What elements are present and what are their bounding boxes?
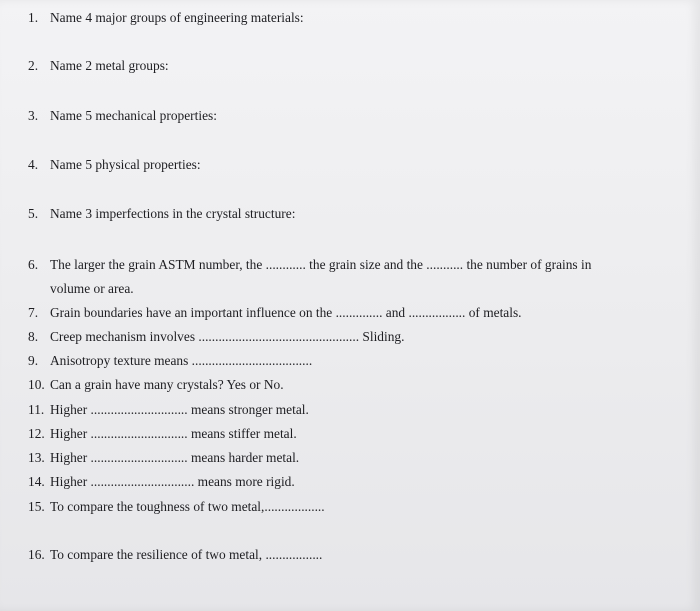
question-text: Name 3 imperfections in the crystal structure: [50, 206, 296, 221]
question-text: Grain boundaries have an important influence on the .............. and ................. of metals. [50, 305, 522, 320]
question-number: 5. [28, 206, 39, 221]
question-text: To compare the toughness of two metal,.................. [50, 499, 325, 514]
question-8 [28, 329, 404, 345]
question-text: Higher ............................. means stiffer metal. [50, 426, 297, 441]
question-number: 7. [28, 305, 39, 320]
question-number: 10. [28, 377, 45, 392]
question-3 [28, 108, 217, 124]
question-number: 1. [28, 10, 39, 25]
question-text: Creep mechanism involves ................................................ Sliding. [50, 329, 405, 344]
question-7 [28, 305, 522, 321]
question-text: The larger the grain ASTM number, the ............ the grain size and the ........... the number of grains in [50, 257, 592, 272]
question-6-continuation [50, 281, 134, 297]
question-text: To compare the resilience of two metal, ................. [50, 547, 323, 562]
question-text: Name 5 physical properties: [50, 157, 201, 172]
question-15 [28, 499, 325, 515]
question-number: 8. [28, 329, 39, 344]
question-text: Higher ............................. means harder metal. [50, 450, 300, 465]
question-number: 3. [28, 108, 39, 123]
question-1 [28, 10, 304, 26]
question-13 [28, 450, 299, 466]
question-10 [28, 377, 284, 393]
question-4 [28, 157, 201, 173]
question-text: Name 4 major groups of engineering materials: [50, 10, 304, 25]
question-text: Higher ............................. means stronger metal. [50, 402, 309, 417]
question-text: Anisotropy texture means .................................... [50, 353, 313, 368]
question-number: 12. [28, 426, 45, 441]
question-number: 9. [28, 353, 39, 368]
question-text: Higher ............................... means more rigid. [50, 474, 295, 489]
question-16 [28, 547, 322, 563]
question-14 [28, 474, 295, 490]
question-5 [28, 206, 295, 222]
question-number: 13. [28, 450, 45, 465]
question-2 [28, 58, 169, 74]
question-text-continuation: volume or area. [50, 281, 134, 296]
question-number: 4. [28, 157, 39, 172]
question-12 [28, 426, 297, 442]
question-number: 14. [28, 474, 45, 489]
question-number: 6. [28, 257, 39, 272]
question-11 [28, 402, 309, 418]
question-number: 2. [28, 58, 39, 73]
question-number: 15. [28, 499, 45, 514]
question-text: Can a grain have many crystals? Yes or No. [50, 377, 284, 392]
question-text: Name 5 mechanical properties: [50, 108, 217, 123]
question-6 [28, 257, 591, 273]
question-number: 11. [28, 402, 45, 417]
question-number: 16. [28, 547, 45, 562]
question-9 [28, 353, 312, 369]
question-text: Name 2 metal groups: [50, 58, 169, 73]
